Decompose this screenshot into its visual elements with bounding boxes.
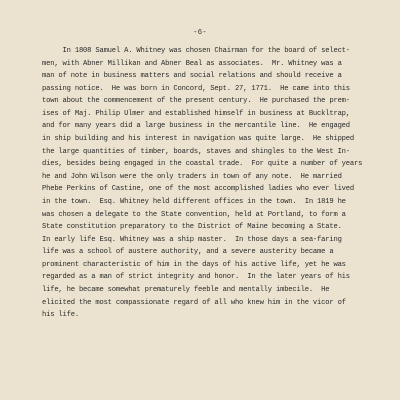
text-line: man of note in business matters and social relations and should receive a [42,72,342,81]
page-number: -6- [193,29,207,37]
text-line: in ship building and his interest in navigation was quite large. He shipped [42,135,354,144]
text-line: prominent characteristic of him in the days of his active life, yet he was [42,260,346,269]
text-line: life was a school of austere authority, and a severe austerity became a [42,248,334,257]
text-line: his life. [42,311,79,320]
text-line: he and John Wilson were the only traders in town of any note. He married [42,172,342,181]
text-line: town about the commencement of the present century. He purchased the prem- [42,97,350,106]
text-line: In early life Esq. Whitney was a ship master. In those days a sea-faring [42,235,342,244]
text-line: State constitution preparatory to the District of Maine becoming a State. [42,223,342,232]
text-line: Phebe Perkins of Castine, one of the most accomplished ladies who ever lived [42,185,354,194]
text-line: dies, besides being engaged in the coastal trade. For quite a number of years [42,160,363,169]
text-line: passing notice. He was born in Concord, Sept. 27, 1771. He came into this [42,84,350,93]
text-line: ises of Maj. Philip Ulmer and established himself in business at Buckltrap, [42,109,350,118]
text-line: the large quantities of timber, boards, staves and shingles to the West In- [42,147,350,156]
text-line: in the town. Esq. Whitney held different offices in the town. In 1819 he [42,197,346,206]
text-line: men, with Abner Millikan and Abner Beal as associates. Mr. Whitney was a [42,59,342,68]
text-line: In 1808 Samuel A. Whitney was chosen Chairman for the board of select- [42,47,350,55]
body-text [42,45,382,322]
text-line: and for many years did a large business in the mercantile line. He engaged [42,122,350,131]
text-line: regarded as a man of strict integrity and honor. In the later years of his [42,273,350,282]
text-line: was chosen a delegate to the State convention, held at Portland, to form a [42,210,346,219]
text-line: elicited the most compassionate regard of all who knew him in the vicor of [42,298,346,307]
text-line: life, he became somewhat prematurely feeble and mentally imbecile. He [42,285,330,294]
